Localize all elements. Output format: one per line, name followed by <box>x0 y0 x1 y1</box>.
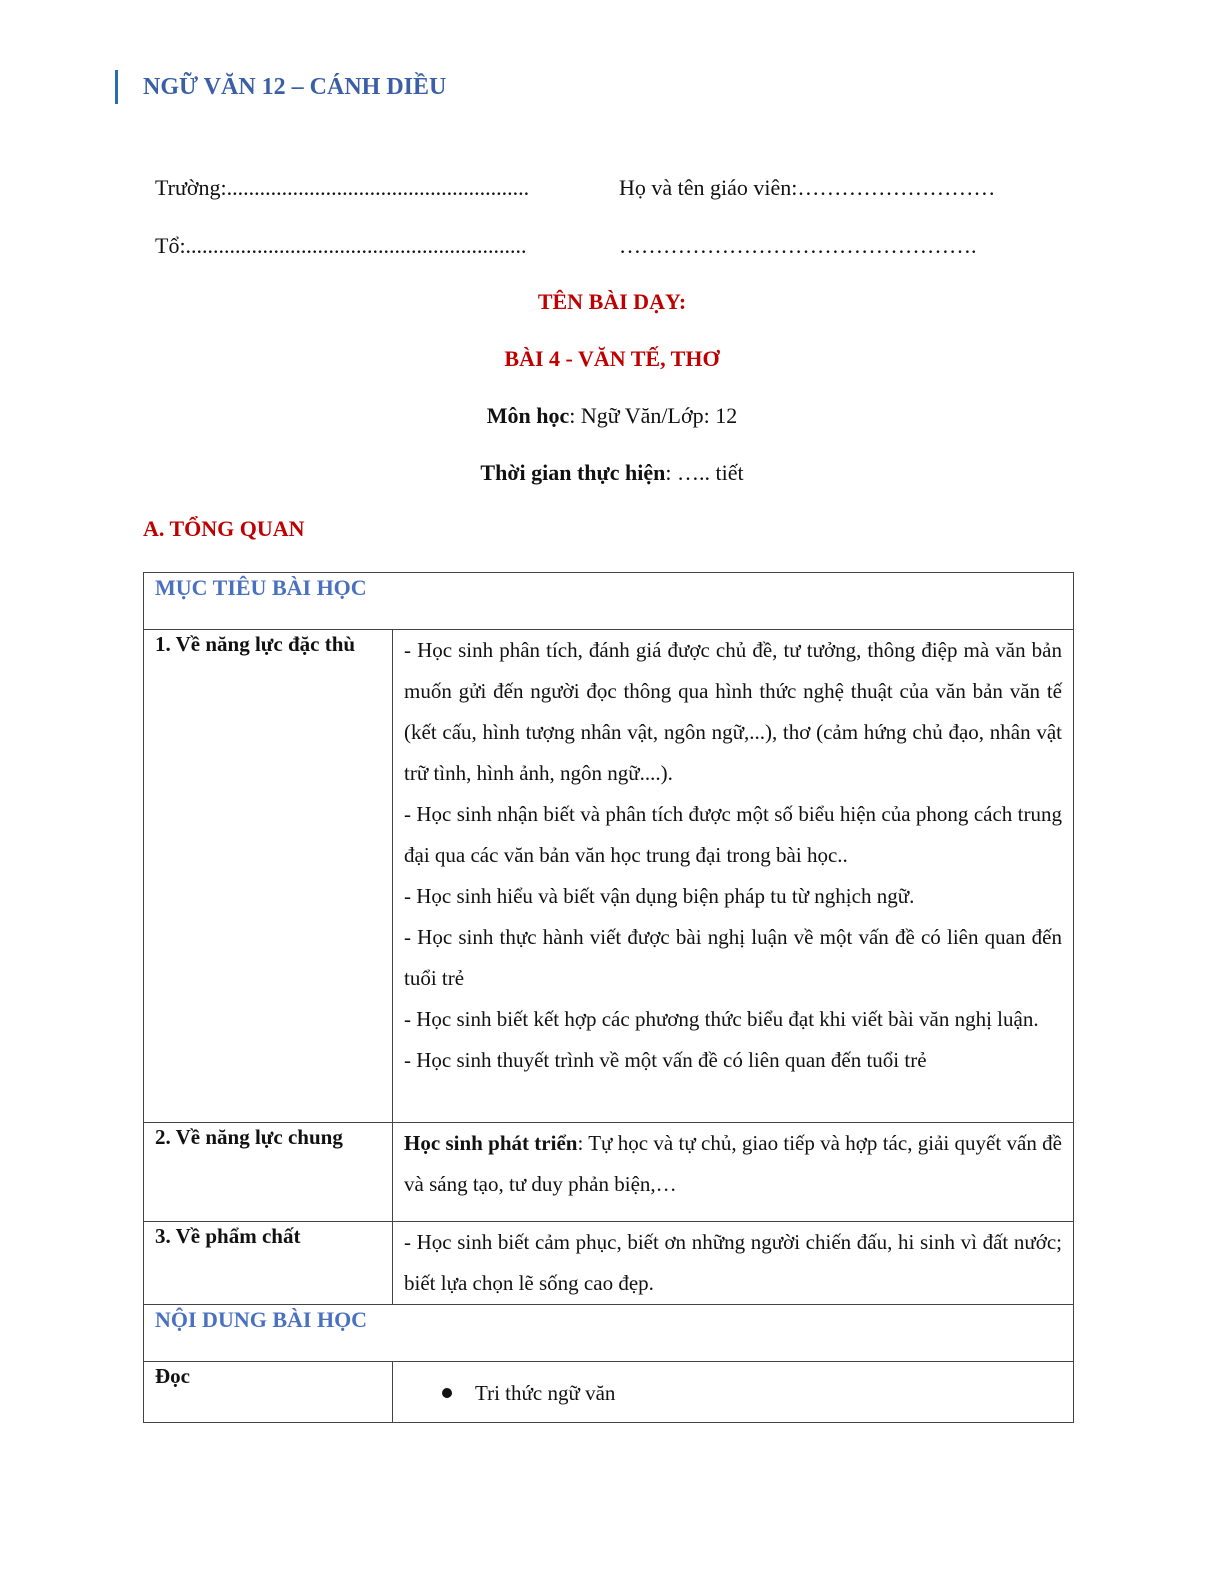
row-label: 2. Về năng lực chung <box>144 1123 393 1222</box>
row-text: : Tự học và tự chủ, giao tiếp và hợp tác, giải quyết vấn đề và sáng tạo, tư duy phản biện,… <box>404 1131 1062 1196</box>
objective-item: - Học sinh biết kết hợp các phương thức biểu đạt khi viết bài văn nghị luận. <box>404 1007 1039 1031</box>
list-item <box>404 1362 1062 1408</box>
reading-content <box>393 1362 1074 1423</box>
objective-item: - Học sinh phân tích, đánh giá được chủ đề, tư tưởng, thông điệp mà văn bản muốn gửi đến người đọc thông qua hình thức nghệ thuật của văn bản văn tế (kết cấu, hình tượng nhân vật, ngôn ngữ,...), thơ (cảm hứng chủ đạo, nhân vật trữ tình, hình ảnh, ngôn ngữ....). <box>404 638 1062 785</box>
time-line <box>0 458 1224 488</box>
teacher-name-field: Họ và tên giáo viên:……………………… <box>619 175 996 200</box>
group-field: Tổ:.............................................................. <box>155 233 527 258</box>
objective-item: - Học sinh hiểu và biết vận dụng biện pháp tu từ nghịch ngữ. <box>404 884 915 908</box>
row-label: 1. Về năng lực đặc thù <box>144 630 393 1123</box>
objectives-heading: MỤC TIÊU BÀI HỌC <box>144 573 1074 630</box>
table-row <box>144 573 1074 630</box>
row-label: 3. Về phẩm chất <box>144 1222 393 1305</box>
bold-lead: Học sinh phát triển <box>404 1131 578 1155</box>
header-accent-bar <box>115 70 118 104</box>
objective-item: - Học sinh thuyết trình về một vấn đề có liên quan đến tuổi trẻ <box>404 1048 927 1072</box>
subject-value: : Ngữ Văn/Lớp: 12 <box>569 403 738 428</box>
reading-label: Đọc <box>144 1362 393 1423</box>
lesson-name-label: TÊN BÀI DẠY: <box>537 289 687 314</box>
table-row <box>144 1123 1074 1222</box>
table-row <box>144 630 1074 1123</box>
section-a-title: A. TỔNG QUAN <box>143 516 305 541</box>
subject-line <box>0 401 1224 431</box>
row-content <box>393 630 1074 1123</box>
school-field: Trường:....................................................... <box>155 175 530 200</box>
lesson-overview-table <box>143 572 1074 1423</box>
objective-item: - Học sinh nhận biết và phân tích được một số biểu hiện của phong cách trung đại qua các văn bản văn học trung đại trong bài học.. <box>404 802 1062 867</box>
table-row <box>144 1362 1074 1423</box>
table-row <box>144 1305 1074 1362</box>
table-row <box>144 1222 1074 1305</box>
teacher-name-continuation: …………………………………………. <box>619 233 977 258</box>
bullet-icon <box>442 1388 452 1398</box>
reading-item: Tri thức ngữ văn <box>475 1381 616 1405</box>
row-content <box>393 1123 1074 1222</box>
subject-label: Môn học <box>486 403 570 428</box>
time-label: Thời gian thực hiện <box>480 460 666 485</box>
row-content: - Học sinh biết cảm phục, biết ơn những người chiến đấu, hi sinh vì đất nước; biết lựa chọn lẽ sống cao đẹp. <box>393 1222 1074 1305</box>
lesson-name: BÀI 4 - VĂN TẾ, THƠ <box>504 346 720 371</box>
content-heading: NỘI DUNG BÀI HỌC <box>144 1305 1074 1362</box>
objective-item: - Học sinh thực hành viết được bài nghị luận về một vấn đề có liên quan đến tuổi trẻ <box>404 925 1062 990</box>
time-value: : ….. tiết <box>665 460 744 485</box>
header-title: NGỮ VĂN 12 – CÁNH DIỀU <box>143 74 447 100</box>
